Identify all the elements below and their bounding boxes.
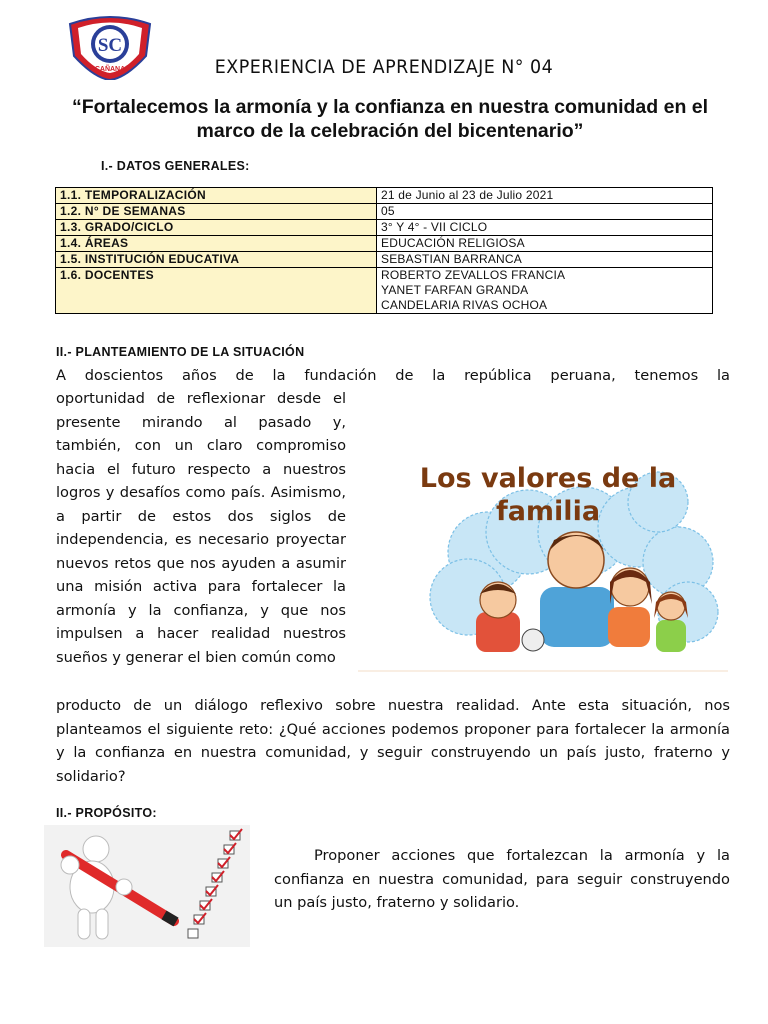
table-key: 1.2. N° DE SEMANAS — [56, 204, 377, 220]
table-row — [56, 252, 713, 268]
table-key: 1.1. TEMPORALIZACIÓN — [56, 188, 377, 204]
proposito-text: Proponer acciones que fortalezcan la armonía y la confianza en nuestra comunidad, para seguir construyendo un país justo, fraterno y solidario. — [274, 847, 730, 911]
table-value-docentes — [377, 268, 713, 314]
datos-generales-table — [55, 187, 713, 314]
table-value: 3° Y 4° - VII CICLO — [377, 220, 713, 236]
table-row — [56, 236, 713, 252]
table-row — [56, 268, 713, 314]
table-key: 1.5. INSTITUCIÓN EDUCATIVA — [56, 252, 377, 268]
planteamiento-text-left: oportunidad de reflexionar desde el presente mirando al pasado y, también, con un claro compromiso hacia el futuro respecto a nuestros logros y desafíos como país. Asimismo, a partir de estos dos siglos de independencia, es necesario proyectar nuevos retos que nos ayuden a asumir una misión activa para fortalecer la armonía y la confianza, y que nos impulsen a hacer realidad nuestros sueños y generar el bien común como — [56, 390, 346, 666]
table-key: 1.3. GRADO/CICLO — [56, 220, 377, 236]
table-row — [56, 220, 713, 236]
logo-text: SC — [97, 35, 123, 56]
docente-name: CANDELARIA RIVAS OCHOA — [381, 298, 548, 312]
table-row — [56, 204, 713, 220]
table-key: 1.4. ÁREAS — [56, 236, 377, 252]
docente-name: ROBERTO ZEVALLOS FRANCIA — [381, 268, 566, 282]
family-values-illustration — [358, 422, 728, 672]
main-title: “Fortalecemos la armonía y la confianza en nuestra comunidad en el marco de la celebración del bicentenario” — [71, 96, 709, 142]
planteamiento-heading: II.- PLANTEAMIENTO DE LA SITUACIÓN — [56, 345, 305, 359]
proposito-heading: II.- PROPÓSITO: — [56, 806, 157, 820]
experience-title: EXPERIENCIA DE APRENDIZAJE N° 04 — [214, 56, 554, 78]
planteamiento-text-top: A doscientos años de la fundación de la república peruana, tenemos la — [56, 367, 730, 384]
table-key: 1.6. DOCENTES — [56, 268, 377, 314]
table-value: EDUCACIÓN RELIGIOSA — [377, 236, 713, 252]
datos-generales-heading: I.- DATOS GENERALES: — [101, 159, 250, 173]
docente-name: YANET FARFAN GRANDA — [381, 283, 529, 297]
planteamiento-text-bottom: producto de un diálogo reflexivo sobre nuestra realidad. Ante esta situación, nos planteamos el siguiente reto: ¿Qué acciones podemos proponer para fortalecer la armonía y la confianza en nuestra comunidad, y seguir construyendo un país justo, fraterno y solidario? — [56, 697, 730, 785]
table-value: 05 — [377, 204, 713, 220]
table-value: 21 de Junio al 23 de Julio 2021 — [377, 188, 713, 204]
checklist-illustration — [44, 825, 250, 947]
familia-title-line2: familia — [495, 496, 601, 527]
familia-title-line1: Los valores de la — [419, 463, 677, 494]
table-row — [56, 188, 713, 204]
table-value: SEBASTIAN BARRANCA — [377, 252, 713, 268]
logo-subtext: CAÑANA — [94, 66, 126, 73]
